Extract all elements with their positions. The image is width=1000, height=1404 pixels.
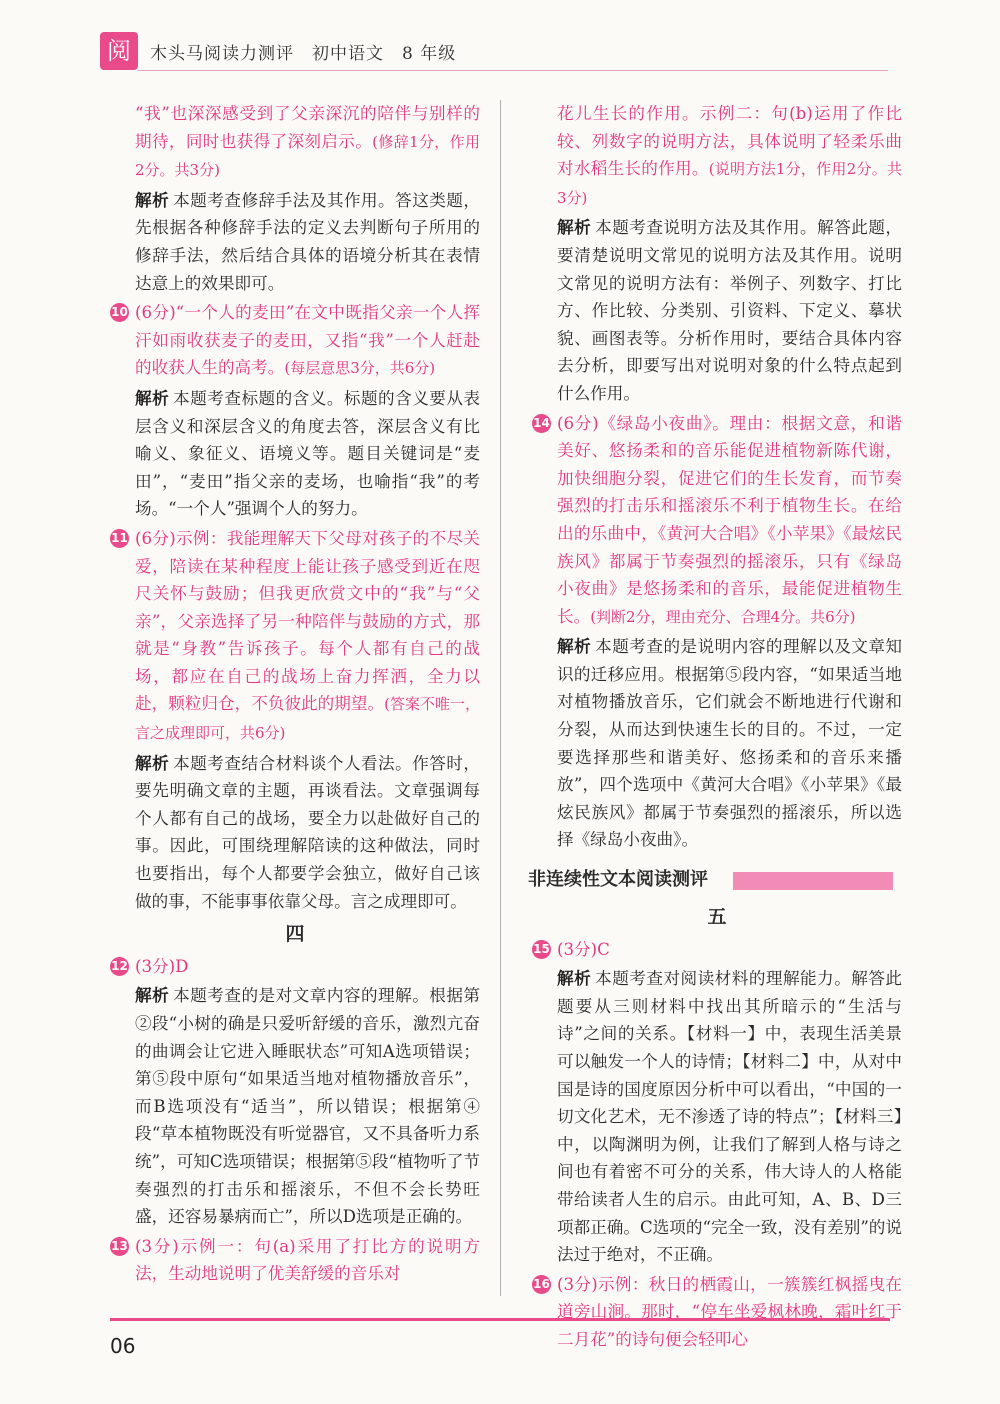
section-four-heading: 四 [285,923,305,946]
q15-analysis: 解析 本题考查对阅读材料的理解能力。解答此题要从三则材料中找出其所暗示的“生活与诗”之间的关系。【材料一】中，表现生活美景可以触发一个人的诗情；【材料二】中，从对中国是诗的国度原因分析中可以看出，“中国的一切文化艺术，无不渗透了诗的特点”；【材料三】中，以陶渊明为例，让我们了解到人格与诗之间也有着密不可分的关系，伟大诗人的人格能带给读者人生的启示。由此可知，A、B、D三项都正确。C选项的“完全一致，没有差别”的说法过于绝对，不正确。 [557,968,903,1265]
question-number-badge: 16 [532,1275,551,1294]
question-number-badge: 13 [110,1237,129,1256]
section-five-heading: 五 [707,906,727,929]
book-title: 木头马阅读力测评 初中语文 8 年级 [150,44,457,64]
q13-analysis: 解析 本题考查说明方法及其作用。解答此题，要清楚说明文常见的说明方法及其作用。说明文常见的说明方法有：举例子、列数字、打比方、作比较、分类别、引资料、下定义、摹状貌、画图表等。分析作用时，要结合具体内容去分析，即要写出对说明对象的什么特点起到什么作用。 [557,217,903,403]
q14-answer: 14 (6分)《绿岛小夜曲》。理由：根据文意，和谐美好、悠扬柔和的音乐能促进植物新陈代谢，加快细胞分裂，促进它们的生长发育，而节奏强烈的打击乐和摇滚乐不利于植物生长。在给出的乐曲中，《黄河大合唱》《小苹果》《最炫民族风》都属于节奏强烈的摇滚乐，只有《绿岛小夜曲》是悠扬柔和的音乐，最能促进植物生长。(判断2分，理由充分、合理4分。共6分) [533,413,902,626]
section-heading-text: 非连续性文本阅读测评 [528,866,712,894]
analysis-label: 解析 [135,387,170,408]
footer-rule [110,1318,890,1321]
q13-answer-continued: 花儿生长的作用。示例二：句(b)运用了作比较、列数字的说明方法，具体说明了轻柔乐曲对水稻生长的作用。(说明方法1分，作用2分。共3分) [557,104,902,207]
header-rule [138,70,888,71]
right-column [528,100,903,1356]
q9-answer-continued: “我”也深深感受到了父亲深沉的陪伴与别样的期待，同时也获得了深刻启示。(修辞1分，作用2分。共3分) [135,104,480,180]
q12-analysis: 解析 本题考查的是对文章内容的理解。根据第②段“小树的确是只爱听舒缓的音乐，激烈亢奋的曲调会让它进入睡眠状态”可知A选项错误；第⑤段中原句“如果适当地对植物播放音乐”，而B选项没有“适当”，所以错误；根据第④段“草本植物既没有听觉器官，又不具备听力系统”，可知C选项错误；根据第⑤段“植物听了节奏强烈的打击乐和摇滚乐，不但不会长势旺盛，还容易暴病而亡”，所以D选项是正确的。 [135,985,481,1227]
question-number-badge: 14 [532,414,551,433]
q12-answer: 12 (3分)D [111,956,189,976]
question-number-badge: 15 [532,940,551,959]
q16-answer: 16 (3分)示例：秋日的栖霞山，一簇簇红枫摇曳在道旁山涧。那时，“停车坐爱枫林晚，霜叶红于二月花”的诗句便会轻叩心 [533,1274,902,1349]
question-number-badge: 11 [110,529,129,548]
heading-accent-bar [733,872,893,890]
q10-answer: 10 (6分)“一个人的麦田”在文中既指父亲一个人挥汗如雨收获麦子的麦田，又指“我”一个人赶赴的收获人生的高考。(每层意思3分，共6分) [111,303,480,378]
q11-answer: 11 (6分)示例：我能理解天下父母对孩子的不尽关爱，陪读在某种程度上能让孩子感受到近在咫尺关怀与鼓励；但我更欣赏文中的“我”与“父亲”，父亲选择了另一种陪伴与鼓励的方式，那就是“身教”告诉孩子。每个人都有自己的战场，都应在自己的战场上奋力挥洒，全力以赴，颗粒归仓，不负彼此的期望。(答案不唯一，言之成理即可，共6分) [111,528,480,743]
q13-answer: 13 (3分)示例一：句(a)采用了打比方的说明方法，生动地说明了优美舒缓的音乐对 [111,1236,480,1284]
left-column [110,100,480,1290]
analysis-label: 解析 [135,189,170,210]
analysis-label: 解析 [135,752,170,773]
q15-answer: 15 (3分)C [533,939,610,959]
question-number-badge: 12 [110,957,129,976]
q11-analysis: 解析 本题考查结合材料谈个人看法。作答时，要先明确文章的主题，再谈看法。文章强调每个人都有自己的战场，要全力以赴做好自己的事。因此，可围绕理解陪读的这种做法，同时也要指出，每个人都要学会独立，做好自己该做的事，不能事事依靠父母。言之成理即可。 [135,752,481,911]
column-divider [500,100,501,1296]
q14-analysis: 解析 本题考查的是说明内容的理解以及文章知识的迁移应用。根据第⑤段内容，“如果适当地对植物播放音乐，它们就会不断地进行代谢和分裂，从而达到快速生长的目的。不过，一定要选择那些和谐美好、悠扬柔和的音乐来播放”，四个选项中《黄河大合唱》《小苹果》《最炫民族风》都属于节奏强烈的摇滚乐，所以选择《绿岛小夜曲》。 [557,636,903,850]
question-number-badge: 10 [110,303,129,322]
analysis-label: 解析 [557,636,592,657]
page-header [100,32,900,72]
page-number: 06 [110,1334,136,1358]
analysis-label: 解析 [557,217,592,238]
section-heading-bar [528,864,902,898]
book-logo-icon: 阅 [100,32,138,70]
q10-analysis: 解析 本题考查标题的含义。标题的含义要从表层含义和深层含义的角度去答，深层含义有比喻义、象征义、语境义等。题目关键词是“麦田”，“麦田”指父亲的麦场，也喻指“我”的考场。“一个人”强调个人的努力。 [135,387,481,519]
analysis-label: 解析 [135,985,170,1006]
analysis-label: 解析 [557,968,592,989]
q9-analysis: 解析 本题考查修辞手法及其作用。答这类题，先根据各种修辞手法的定义去判断句子所用的修辞手法，然后结合具体的语境分析其在表情达意上的效果即可。 [135,189,481,293]
